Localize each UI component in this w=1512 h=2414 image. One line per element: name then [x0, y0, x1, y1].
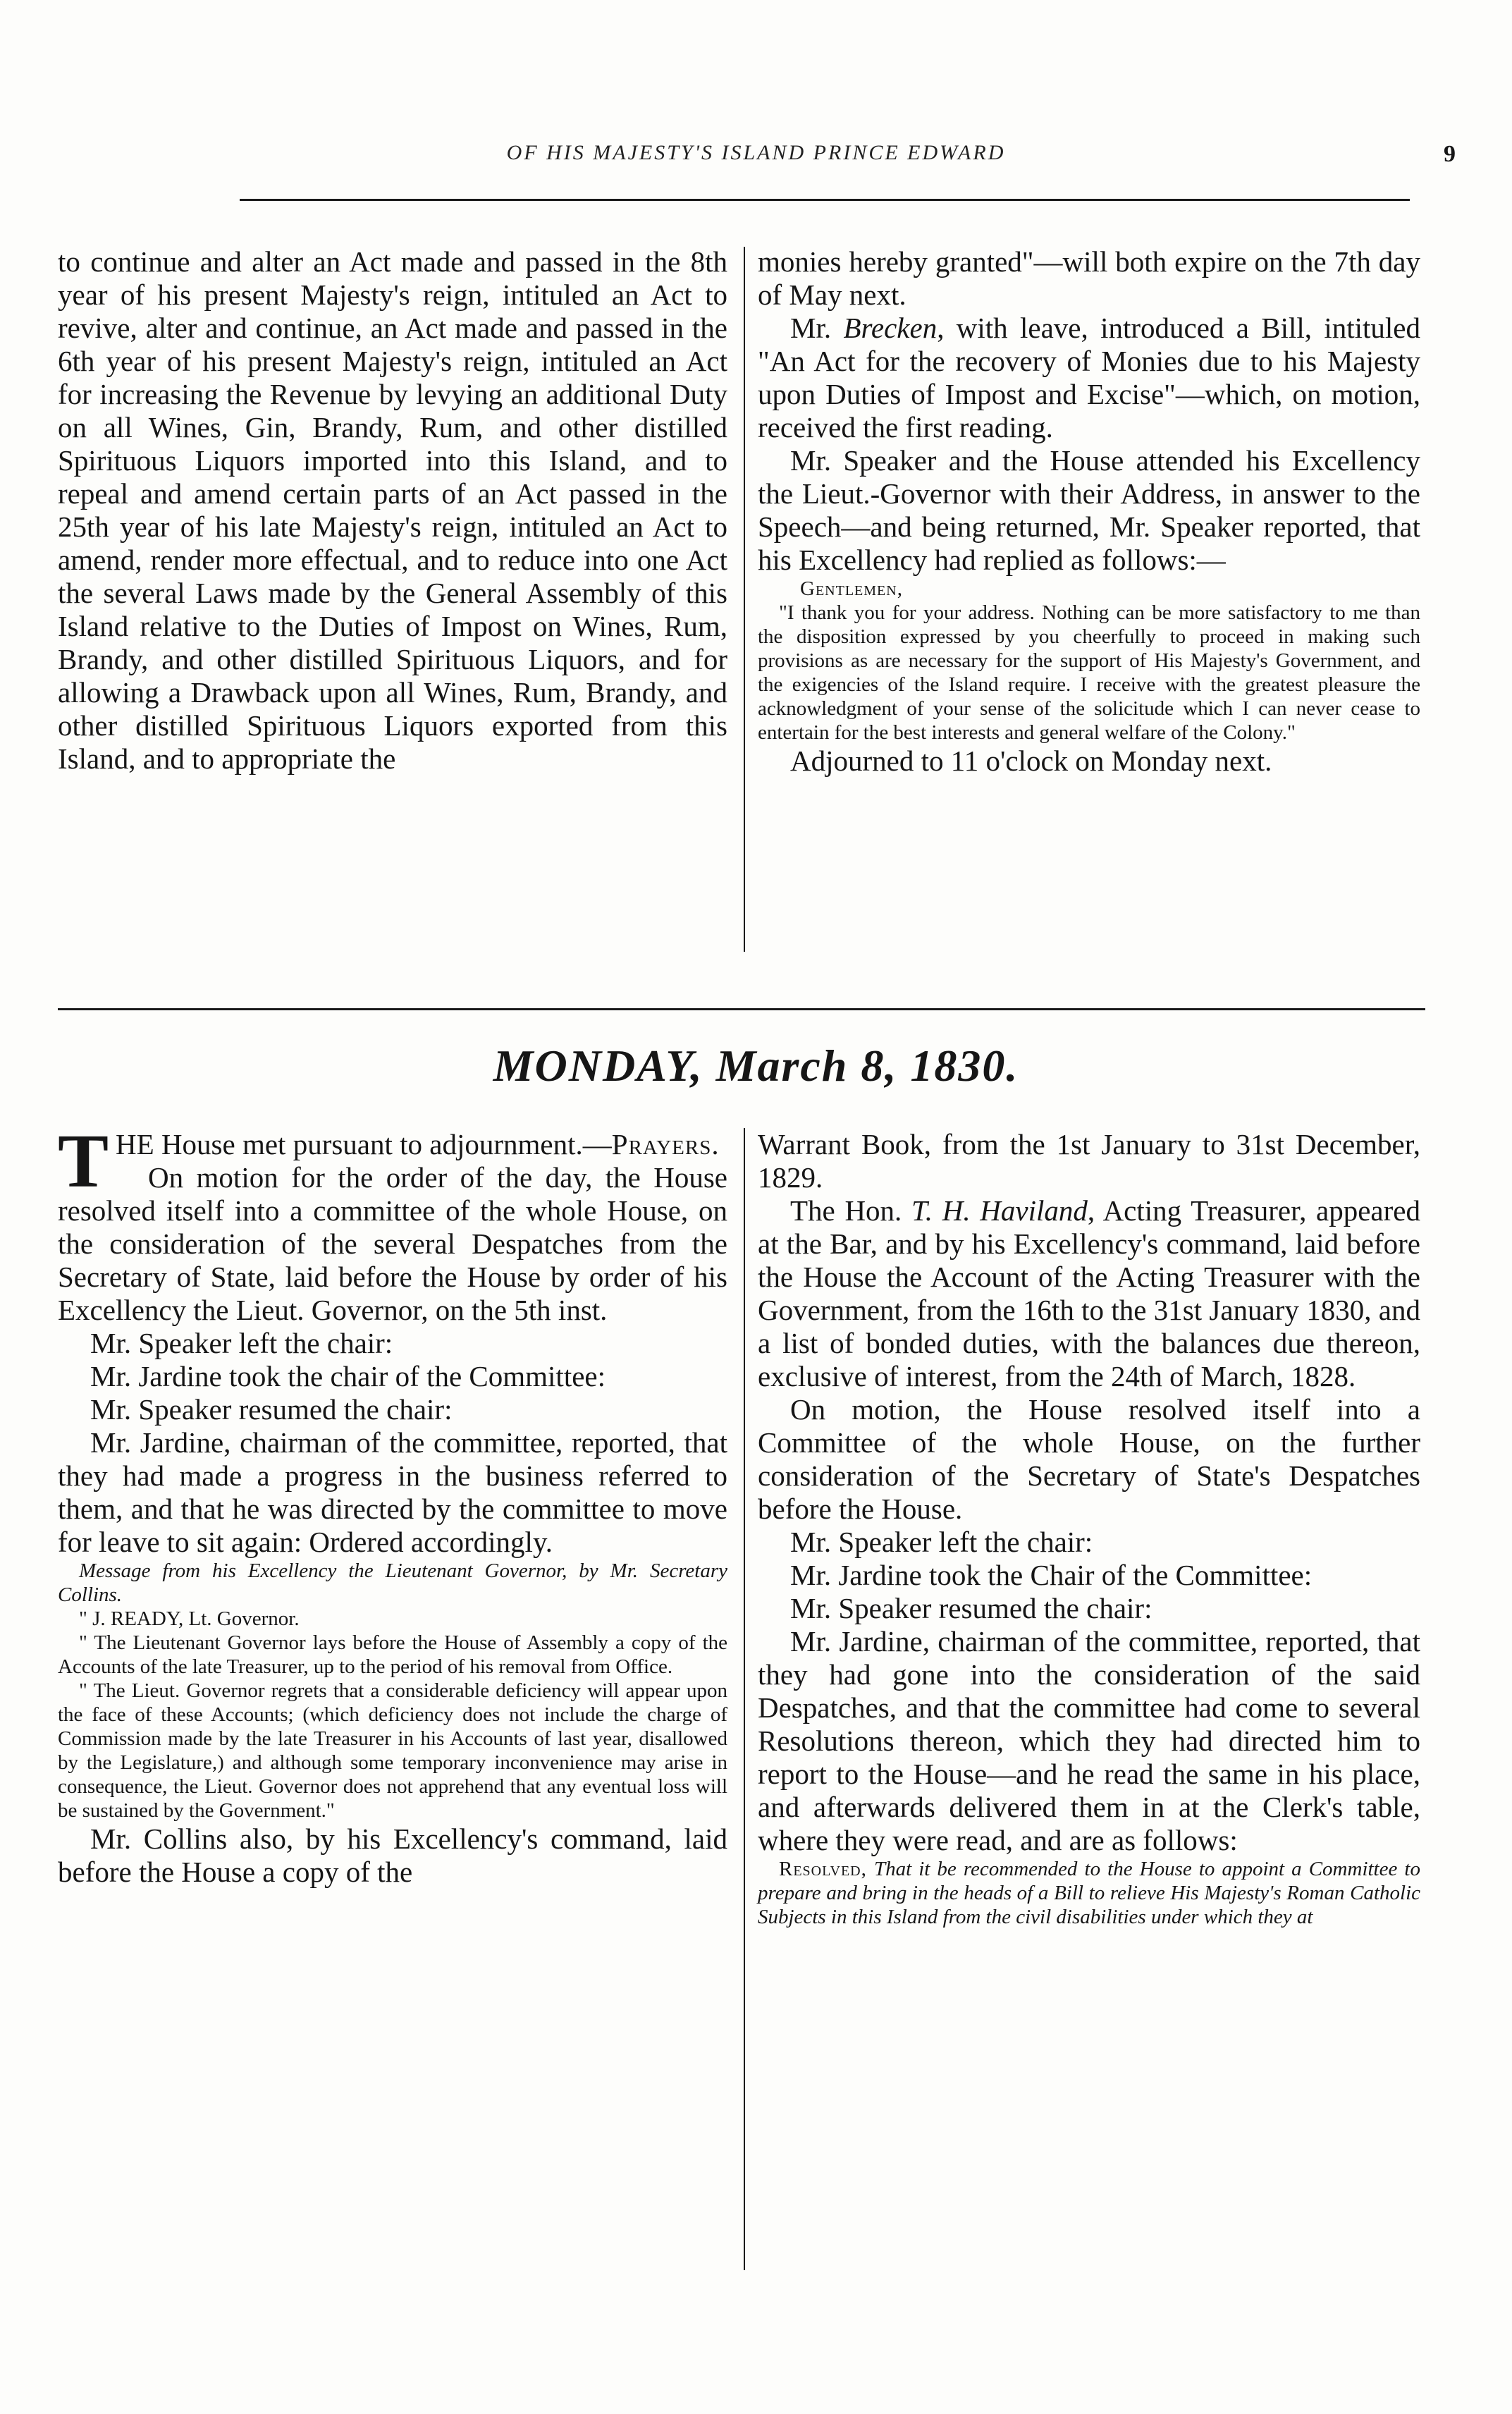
- section-rule: [58, 1008, 1425, 1010]
- lower-column-divider: [744, 1128, 745, 2270]
- jardine-chair-line-2: Mr. Jardine took the Chair of the Committee:: [790, 1559, 1313, 1591]
- haviland-name: T. H. Haviland: [911, 1194, 1088, 1227]
- prayers-label: Prayers.: [611, 1128, 720, 1160]
- speaker-left-line-2: Mr. Speaker left the chair:: [790, 1526, 1093, 1558]
- jardine-chair-line: Mr. Jardine took the chair of the Committee:: [90, 1360, 606, 1392]
- collins-paragraph: Mr. Collins also, by his Excellency's command, laid before the House a copy of the: [58, 1822, 727, 1888]
- upper-column-divider: [744, 247, 745, 952]
- dateline: [0, 1040, 1512, 1092]
- page-header: [0, 141, 1512, 165]
- speaker-left-line: Mr. Speaker left the chair:: [90, 1327, 393, 1359]
- lower-left-column: [58, 1120, 727, 1889]
- running-title: OF HIS MAJESTY'S ISLAND PRINCE EDWARD: [506, 141, 1006, 164]
- upper-left-column: [58, 245, 727, 776]
- message-paragraph-1: " The Lieutenant Governor lays before the House of Assembly a copy of the Accounts of the late Treasurer, up to the period of his removal from Office.: [58, 1631, 727, 1678]
- resolved-label: Resolved,: [779, 1858, 867, 1880]
- dateline-date: March 8, 1830.: [715, 1041, 1019, 1091]
- upper-left-paragraph: to continue and alter an Act made and passed in the 8th year of his present Majesty's reign, intituled an Act to revive, alter and continue, an Act made and passed in the 6th year of his present Majesty's reign, intituled an Act for increasing the Revenue by levying an additional Duty on all Wines, Gin, Brandy, Rum, and other distilled Spirituous Liquors imported into this Island, and to repeal and amend certain parts of an Act passed in the 25th year of his late Majesty's reign, intituled an Act to amend, render more effectual, and to reduce into one Act the several Laws made by the General Assembly of this Island relative to the Duties of Impost on Wines, Rum, Brandy, and other distilled Spirituous Liquors, and for allowing a Drawback upon all Wines, Rum, Brandy, and other distilled Spirituous Liquors exported from this Island, and to appropriate the: [58, 245, 727, 775]
- dateline-day: MONDAY,: [493, 1041, 703, 1091]
- bill-expiry-paragraph: monies hereby granted"—will both expire on the 7th day of May next.: [758, 245, 1420, 311]
- speaker-resumed-line: Mr. Speaker resumed the chair:: [90, 1393, 453, 1426]
- brecken-name: Brecken: [843, 312, 938, 344]
- salutation: Gentlemen,: [800, 577, 903, 600]
- speaker-resumed-line-2: Mr. Speaker resumed the chair:: [790, 1592, 1153, 1624]
- committee-report-paragraph: Mr. Jardine, chairman of the committee, reported, that they had made a progress in the business referred to them, and that he was directed by the committee to move for leave to sit again: Ordered accordingly.: [58, 1426, 727, 1558]
- governor-reply-text: "I thank you for your address. Nothing can be more satisfactory to me than the disposition expressed by you cheerfully to proceed in making such provisions as are necessary for the support of His Majesty's Government, and the exigencies of the Island require. I receive with the greatest pleasure the acknowledgment of your sense of the solicitude which I can never cease to entertain for the best interests and general welfare of the Colony.": [758, 601, 1420, 744]
- adjournment-line: Adjourned to 11 o'clock on Monday next.: [790, 745, 1272, 777]
- committee-motion-paragraph: On motion for the order of the day, the House resolved itself into a committee of the whole House, on the consideration of the several Despatches from the Secretary of State, laid before the House by order of his Excellency the Lieut. Governor, on the 5th inst.: [58, 1161, 727, 1326]
- opening-paragraph: THE House met pursuant to adjournment.—Prayers.: [58, 1120, 720, 1203]
- resolutions-report-paragraph: Mr. Jardine, chairman of the committee, reported, that they had gone into the consideration of the said Despatches, and that the committee had come to several Resolutions thereon, which they had directed him to report to the House—and he read the same in his place, and afterwards delivered them in at the Clerk's table, where they were read, and are as follows:: [758, 1625, 1420, 1856]
- message-paragraph-2: " The Lieut. Governor regrets that a considerable deficiency will appear upon the face of these Accounts; (which deficiency does not include the charge of Commission made by the late Treasurer in his Accounts of last year, disallowed by the Legislature,) and although some temporary inconvenience may arise in consequence, the Lieut. Governor does not apprehend that any eventual loss will be sustained by the Government.": [58, 1679, 727, 1822]
- brecken-bill-paragraph: Mr. Brecken, with leave, introduced a Bill, intituled "An Act for the recovery of Monies due to his Majesty upon Duties of Impost and Excise"—which, on motion, received the first reading.: [758, 312, 1421, 443]
- governor-message-heading: Message from his Excellency the Lieutenant Governor, by Mr. Secretary Collins.: [58, 1560, 727, 1606]
- upper-right-column: [758, 245, 1420, 778]
- page-number: 9: [1444, 141, 1456, 167]
- address-reply-paragraph: Mr. Speaker and the House attended his Excellency the Lieut.-Governor with their Address, in answer to the Speech—and being returned, Mr. Speaker reported, that his Excellency had replied as follows:—: [758, 444, 1420, 576]
- governor-signature: " J. READY, Lt. Governor.: [79, 1607, 300, 1630]
- haviland-paragraph: The Hon. T. H. Haviland, Acting Treasurer, appeared at the Bar, and by his Excellency's command, laid before the House the Account of the Acting Treasurer with the Government, from the 16th to the 31st January 1830, and a list of bonded duties, with the balances due thereon, exclusive of interest, from the 24th of March, 1828.: [758, 1194, 1420, 1392]
- resolution-text: Resolved, That it be recommended to the House to appoint a Committee to prepare and bring in the heads of a Bill to relieve His Majesty's Roman Catholic Subjects in this Island from the civil disabilities under which they at: [758, 1858, 1420, 1928]
- further-consideration-paragraph: On motion, the House resolved itself into a Committee of the whole House, on the further consideration of the Secretary of State's Despatches before the House.: [758, 1393, 1420, 1525]
- header-rule: [240, 199, 1410, 201]
- warrant-book-paragraph: Warrant Book, from the 1st January to 31st December, 1829.: [758, 1128, 1420, 1194]
- drop-cap: T: [58, 1120, 109, 1203]
- lower-right-column: [758, 1128, 1420, 1929]
